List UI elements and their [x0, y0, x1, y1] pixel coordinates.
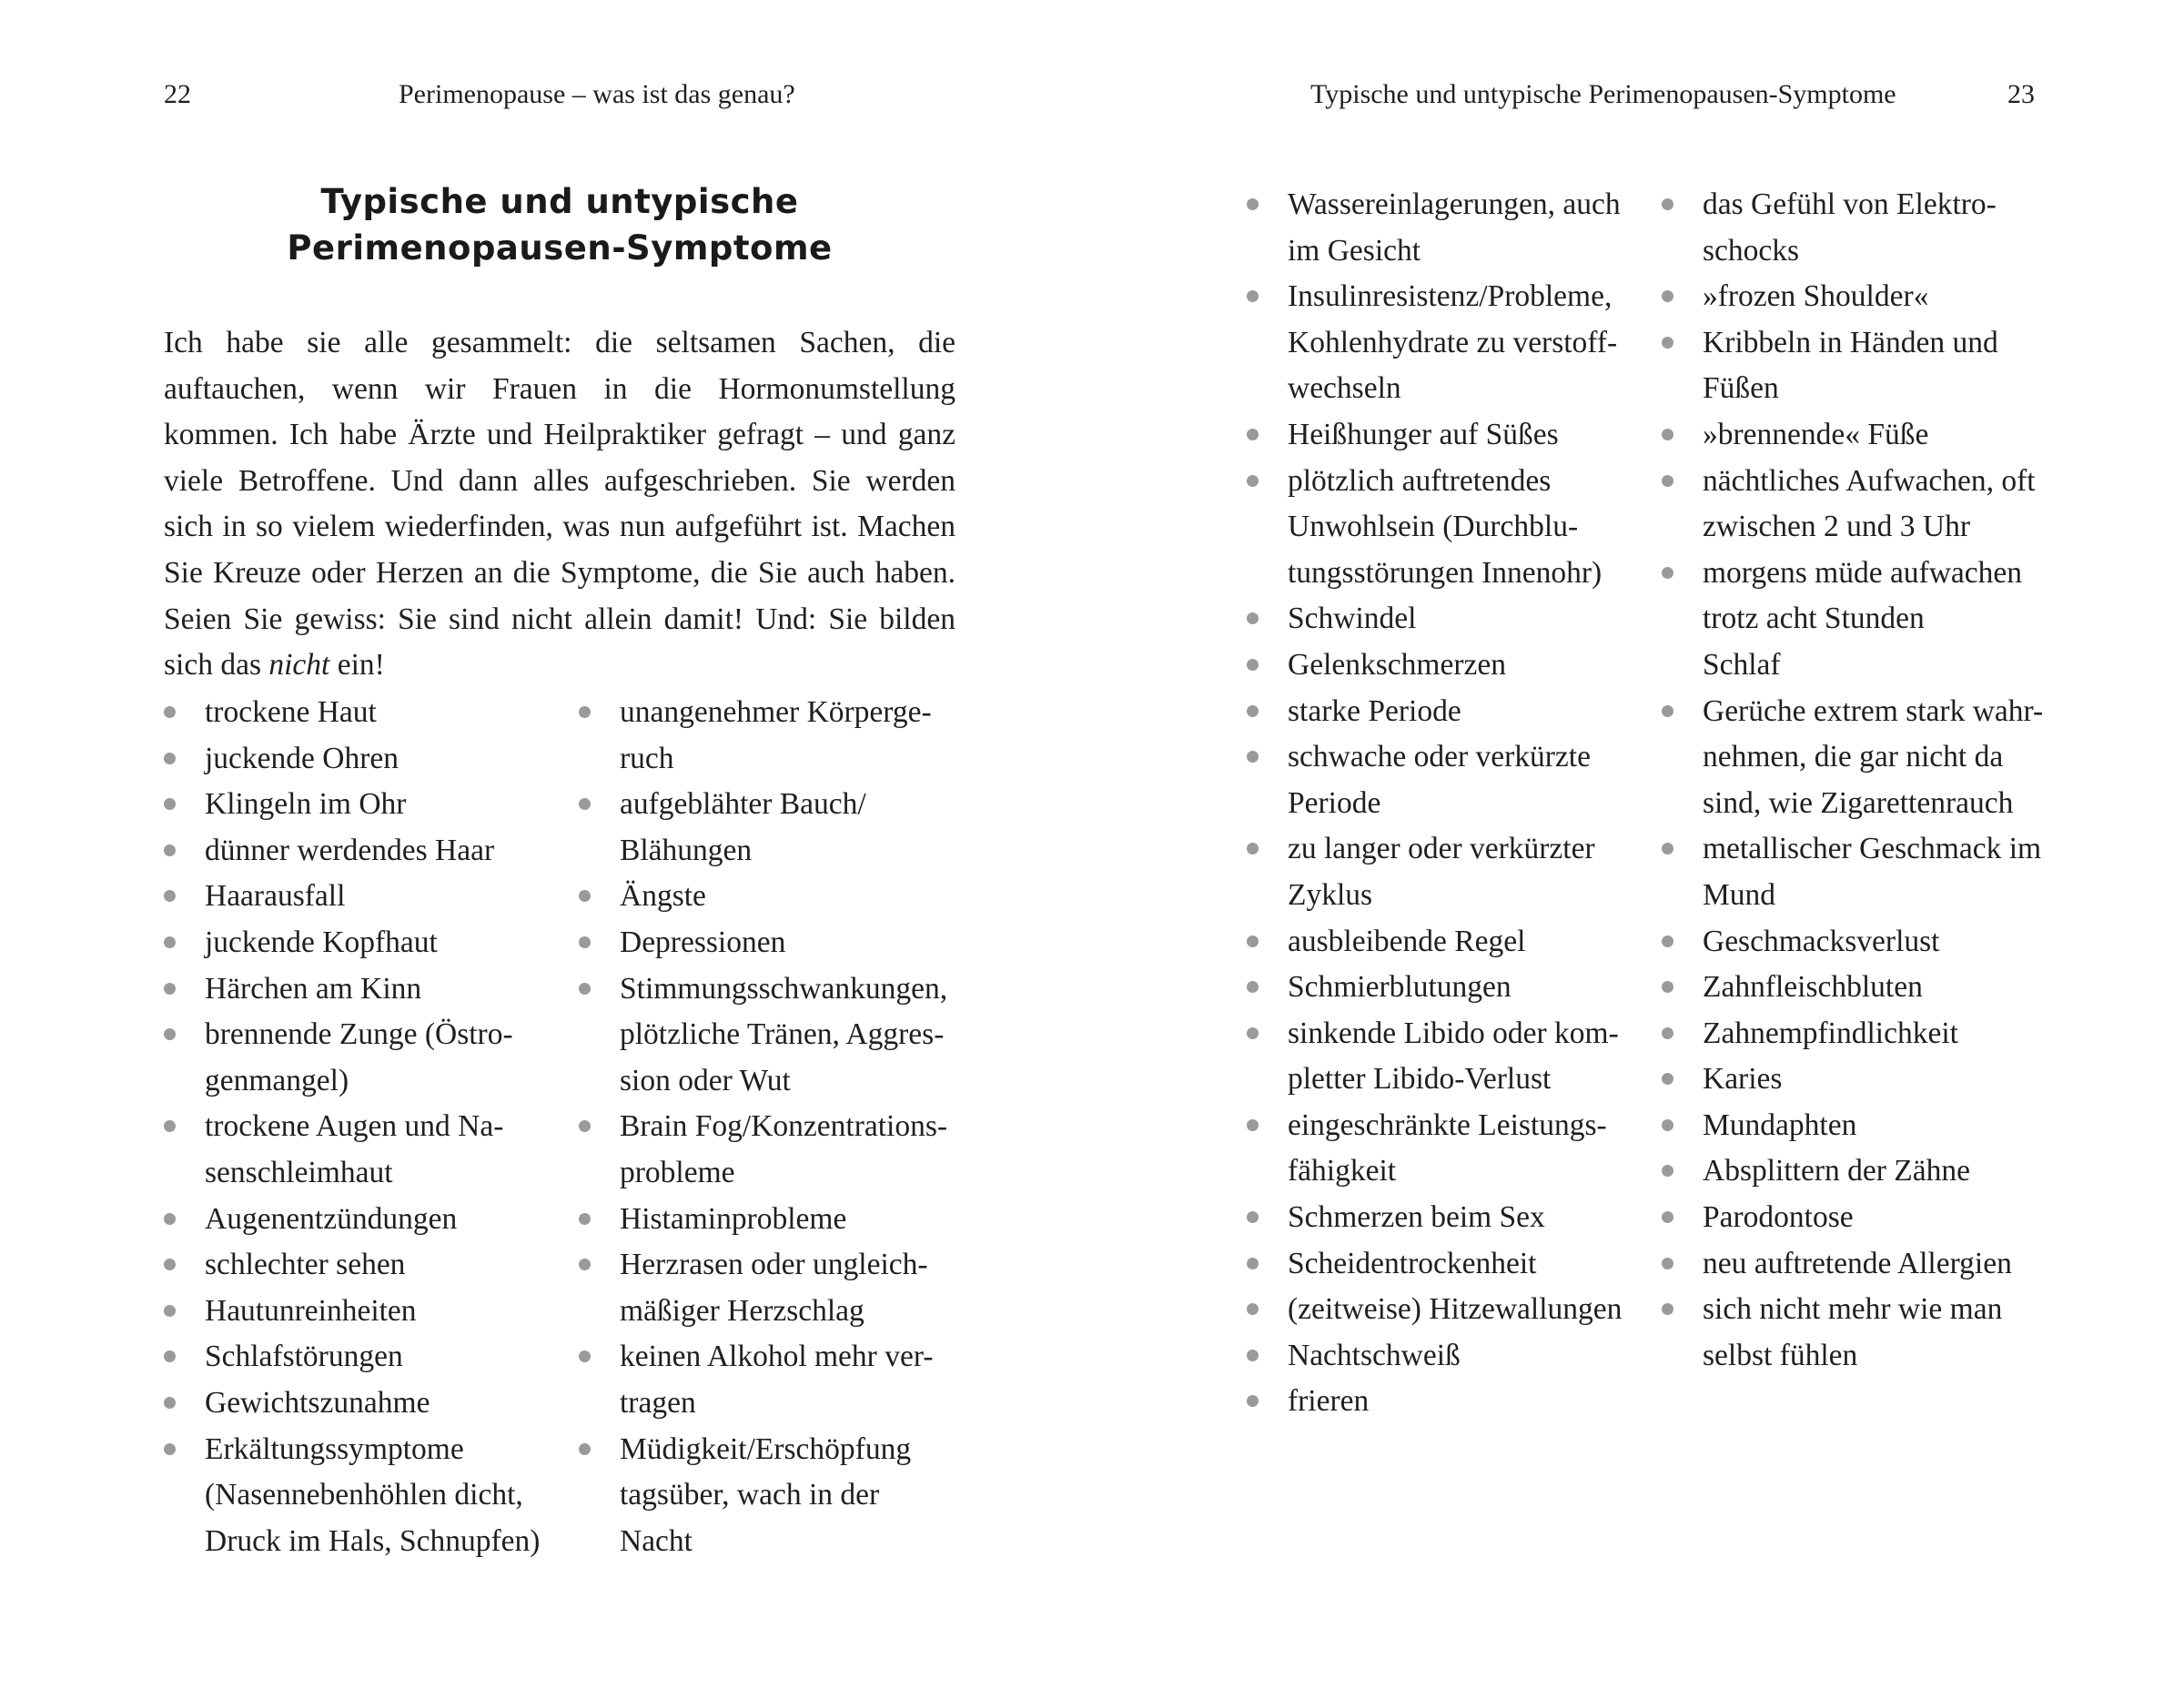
list-item-text: sinkende Libido oder kom- [1288, 1016, 1619, 1050]
bullet-icon [164, 753, 176, 764]
bullet-icon [579, 1120, 591, 1132]
list-item-text: Zyklus [1288, 877, 1373, 912]
list-item-text: Parodontose [1703, 1200, 1854, 1235]
list-item [1662, 1241, 2062, 1288]
list-item-text: Periode [1288, 785, 1381, 820]
list-item [1662, 965, 2062, 1011]
bullet-icon [1662, 1258, 1673, 1269]
list-item-text: metallischer Geschmack im [1703, 832, 2042, 866]
list-item-text: wechseln [1288, 371, 1401, 406]
list-item-text: Absplittern der Zähne [1703, 1154, 1970, 1188]
list-item [579, 920, 979, 966]
bullet-icon [579, 1259, 591, 1270]
list-item [1247, 919, 1638, 966]
list-item-text: Heißhunger auf Süßes [1288, 417, 1559, 451]
page-number-right: 23 [2007, 79, 2035, 109]
bullet-icon [1662, 981, 1673, 993]
list-item [1247, 182, 1638, 274]
list-item [1247, 1241, 1638, 1288]
list-item-text: juckende Kopfhaut [205, 925, 438, 959]
bullet-icon [579, 1350, 591, 1362]
list-item [579, 782, 979, 874]
bullet-icon [1662, 1073, 1673, 1085]
list-item-text: trotz acht Stunden [1703, 602, 1925, 636]
list-item-text: Schwindel [1288, 602, 1417, 636]
list-item-text: neu auftretende Allergien [1703, 1246, 2012, 1280]
list-item [579, 966, 979, 1105]
list-item [1662, 320, 2062, 412]
bullet-icon [1247, 843, 1259, 855]
bullet-icon [164, 1028, 176, 1040]
list-item [164, 1012, 546, 1104]
list-item [1247, 965, 1638, 1011]
list-item-text: Depressionen [620, 925, 786, 959]
list-item [1662, 182, 2062, 274]
list-item [1247, 1195, 1638, 1241]
chapter-title-line-2: Perimenopausen-Symptome [287, 228, 833, 268]
bullet-icon [1662, 337, 1673, 349]
right-page [1092, 0, 2184, 1699]
bullet-icon [1662, 1165, 1673, 1177]
list-item-text: Scheidentrockenheit [1288, 1246, 1537, 1280]
symptom-list-right-col2 [1662, 182, 2062, 1379]
list-item-text: dünner werdendes Haar [205, 833, 495, 867]
bullet-icon [579, 1443, 591, 1455]
bullet-icon [1247, 705, 1259, 717]
bullet-icon [579, 983, 591, 995]
list-item [1662, 412, 2062, 459]
list-item [1662, 1287, 2062, 1379]
list-item-text: Zahnempfindlichkeit [1703, 1016, 1958, 1050]
list-item-text: Geschmacksverlust [1703, 924, 1940, 958]
list-item [164, 828, 546, 875]
bullet-icon [579, 1213, 591, 1225]
list-item [164, 782, 546, 828]
list-item [579, 1242, 979, 1334]
bullet-icon [164, 844, 176, 856]
list-item-text: Schmerzen beim Sex [1288, 1200, 1545, 1235]
list-item-text: Haarausfall [205, 879, 346, 914]
list-item-text: probleme [620, 1155, 735, 1189]
list-item [1247, 412, 1638, 459]
bullet-icon [1662, 198, 1673, 210]
list-item-text: tragen [620, 1385, 696, 1420]
symptom-list-left-col1 [164, 690, 546, 1564]
list-item [164, 1197, 546, 1243]
list-item-text: ruch [620, 741, 674, 775]
list-item-text: sich nicht mehr wie man [1703, 1292, 2003, 1327]
list-item [1247, 459, 1638, 597]
list-item [1247, 1379, 1638, 1425]
list-item-text: zu langer oder verkürzter [1288, 832, 1595, 866]
intro-paragraph [164, 320, 956, 689]
list-item-text: Gewichtszunahme [205, 1385, 430, 1420]
page-number-left: 22 [164, 79, 191, 109]
list-item-text: »frozen Shoulder« [1703, 279, 1929, 314]
bullet-icon [579, 936, 591, 948]
list-item-text: Stimmungsschwankungen, [620, 971, 948, 1006]
list-item-text: sind, wie Zigarettenrauch [1703, 785, 2014, 820]
bullet-icon [164, 706, 176, 718]
list-item-text: zwischen 2 und 3 Uhr [1703, 510, 1970, 544]
bullet-icon [1247, 1027, 1259, 1039]
list-item-text: Nachtschweiß [1288, 1338, 1461, 1372]
list-item-text: starke Periode [1288, 693, 1461, 728]
list-item-text: schocks [1703, 233, 1800, 268]
running-head-left: Perimenopause – was ist das genau? [399, 79, 795, 109]
list-item [1662, 689, 2062, 827]
list-item [579, 690, 979, 782]
list-item-text: Karies [1703, 1062, 1783, 1097]
list-item-text: selbst fühlen [1703, 1338, 1858, 1372]
bullet-icon [164, 1443, 176, 1455]
list-item [164, 736, 546, 783]
list-item-text: Druck im Hals, Schnupfen) [205, 1523, 541, 1558]
list-item-text: schwache oder verkürzte [1288, 740, 1591, 774]
list-item-text: Härchen am Kinn [205, 971, 422, 1006]
list-item [1662, 1195, 2062, 1241]
list-item-text: fähigkeit [1288, 1154, 1397, 1188]
list-item-text: Gelenkschmerzen [1288, 647, 1506, 682]
bullet-icon [1247, 981, 1259, 993]
list-item [1662, 1057, 2062, 1103]
bullet-icon [164, 983, 176, 995]
bullet-icon [1247, 1258, 1259, 1269]
bullet-icon [1662, 1027, 1673, 1039]
list-item [1662, 551, 2062, 689]
bullet-icon [164, 1305, 176, 1317]
list-item-text: tagsüber, wach in der [620, 1478, 880, 1512]
list-item-text: trockene Augen und Na- [205, 1109, 504, 1144]
list-item [1662, 274, 2062, 320]
bullet-icon [1662, 935, 1673, 947]
bullet-icon [1247, 1395, 1259, 1407]
list-item [1662, 1011, 2062, 1057]
list-item-text: aufgeblähter Bauch/ [620, 787, 866, 822]
list-item [1247, 1103, 1638, 1195]
list-item [1247, 689, 1638, 735]
list-item [164, 1380, 546, 1427]
list-item-text: Wassereinlagerungen, auch [1288, 187, 1621, 221]
list-item-text: »brennende« Füße [1703, 417, 1929, 451]
list-item [1247, 826, 1638, 918]
bullet-icon [1662, 429, 1673, 440]
list-item [579, 1197, 979, 1243]
list-item [1247, 596, 1638, 642]
list-item [1662, 1148, 2062, 1195]
list-item-text: Schlaf [1703, 647, 1781, 682]
list-item-text: mäßiger Herzschlag [620, 1293, 864, 1328]
list-item-text: morgens müde aufwachen [1703, 555, 2023, 590]
list-item [579, 1427, 979, 1565]
bullet-icon [1247, 1119, 1259, 1131]
bullet-icon [1247, 659, 1259, 671]
bullet-icon [579, 706, 591, 718]
bullet-icon [1662, 475, 1673, 487]
intro-text-2: ein! [329, 648, 385, 683]
list-item [1662, 919, 2062, 966]
bullet-icon [579, 798, 591, 810]
list-item-text: frieren [1288, 1384, 1370, 1419]
bullet-icon [1247, 475, 1259, 487]
list-item [164, 920, 546, 966]
list-item [1662, 459, 2062, 551]
list-item [164, 874, 546, 920]
list-item-text: genmangel) [205, 1063, 349, 1097]
bullet-icon [1247, 1350, 1259, 1361]
list-item [1247, 1011, 1638, 1103]
bullet-icon [1662, 843, 1673, 855]
bullet-icon [164, 1259, 176, 1270]
list-item-text: plötzlich auftretendes [1288, 463, 1552, 498]
chapter-title-line-1: Typische und untypische [320, 182, 799, 221]
list-item-text: unangenehmer Körperge- [620, 695, 932, 729]
list-item-text: Zahnfleischbluten [1703, 970, 1923, 1005]
bullet-icon [1247, 612, 1259, 624]
bullet-icon [1247, 1303, 1259, 1315]
list-item-text: Herzrasen oder ungleich- [620, 1248, 928, 1282]
chapter-title [218, 178, 901, 271]
list-item-text: (Nasennebenhöhlen dicht, [205, 1478, 523, 1512]
list-item-text: Hautunreinheiten [205, 1293, 417, 1328]
list-item [1247, 274, 1638, 412]
list-item-text: senschleimhaut [205, 1155, 393, 1189]
list-item-text: Füßen [1703, 371, 1779, 406]
bullet-icon [1247, 751, 1259, 763]
list-item-text: pletter Libido-Verlust [1288, 1062, 1552, 1097]
bullet-icon [164, 1397, 176, 1409]
bullet-icon [1662, 290, 1673, 302]
bullet-icon [1247, 429, 1259, 440]
list-item [1247, 1333, 1638, 1380]
list-item-text: im Gesicht [1288, 233, 1421, 268]
list-item-text: nächtliches Aufwachen, oft [1703, 463, 2036, 498]
bullet-icon [1662, 1303, 1673, 1315]
list-item-text: Histaminprobleme [620, 1201, 847, 1236]
list-item-text: Mund [1703, 877, 1776, 912]
list-item-text: Insulinresistenz/Probleme, [1288, 279, 1613, 314]
list-item-text: Kribbeln in Händen und [1703, 325, 1998, 359]
list-item [1247, 642, 1638, 689]
bullet-icon [1662, 1211, 1673, 1223]
symptom-list-left-col2 [579, 690, 979, 1564]
list-item-text: juckende Ohren [205, 741, 399, 775]
list-item-text: eingeschränkte Leistungs- [1288, 1107, 1607, 1142]
list-item-text: nehmen, die gar nicht da [1703, 740, 2004, 774]
list-item-text: trockene Haut [205, 695, 377, 729]
bullet-icon [579, 890, 591, 902]
list-item-text: schlechter sehen [205, 1248, 406, 1282]
bullet-icon [1247, 198, 1259, 210]
list-item [164, 1334, 546, 1380]
list-item [164, 1289, 546, 1335]
list-item-text: Ängste [620, 879, 706, 914]
list-item [579, 1334, 979, 1426]
list-item-text: Müdigkeit/Erschöpfung [620, 1431, 912, 1466]
list-item-text: Schmierblutungen [1288, 970, 1512, 1005]
list-item-text: Schlafstörungen [205, 1340, 403, 1374]
bullet-icon [1247, 1211, 1259, 1223]
bullet-icon [1662, 567, 1673, 579]
list-item [1247, 734, 1638, 826]
bullet-icon [164, 936, 176, 948]
list-item [164, 966, 546, 1013]
list-item-text: Nacht [620, 1523, 693, 1558]
bullet-icon [1662, 1119, 1673, 1131]
list-item-text: Mundaphten [1703, 1107, 1857, 1142]
list-item-text: Klingeln im Ohr [205, 787, 407, 822]
list-item [579, 874, 979, 920]
bullet-icon [1247, 935, 1259, 947]
list-item [164, 690, 546, 736]
list-item [579, 1104, 979, 1196]
list-item-text: Blähungen [620, 833, 753, 867]
bullet-icon [164, 798, 176, 810]
list-item [1662, 1103, 2062, 1149]
list-item [164, 1242, 546, 1289]
list-item-text: ausbleibende Regel [1288, 924, 1526, 958]
list-item [1662, 826, 2062, 918]
list-item [164, 1427, 546, 1565]
list-item-text: Gerüche extrem stark wahr- [1703, 693, 2044, 728]
list-item-text: keinen Alkohol mehr ver- [620, 1340, 934, 1374]
list-item-text: Unwohlsein (Durchblu- [1288, 510, 1579, 544]
list-item-text: plötzliche Tränen, Aggres- [620, 1017, 945, 1052]
list-item-text: Augenentzündungen [205, 1201, 458, 1236]
list-item-text: Kohlenhydrate zu verstoff- [1288, 325, 1618, 359]
intro-emphasis: nicht [268, 648, 330, 683]
bullet-icon [164, 890, 176, 902]
bullet-icon [1247, 290, 1259, 302]
list-item-text: tungsstörungen Innenohr) [1288, 555, 1603, 590]
list-item-text: Brain Fog/Konzentrations- [620, 1109, 948, 1144]
list-item-text: sion oder Wut [620, 1063, 791, 1097]
bullet-icon [164, 1350, 176, 1362]
symptom-list-right-col1 [1247, 182, 1638, 1425]
bullet-icon [164, 1213, 176, 1225]
list-item-text: (zeitweise) Hitzewallungen [1288, 1292, 1623, 1327]
bullet-icon [1662, 705, 1673, 717]
bullet-icon [164, 1120, 176, 1132]
intro-text-1: Ich habe sie alle gesammelt: die seltsamen Sachen, die auftauchen, wenn wir Frauen in die Hormonumstellung kommen. Ich habe Ärzte und Heilpraktiker gefragt – und ganz viele Betroffene. Und dann alles aufgeschrieben. Sie werden sich in so vielem wiederfinden, was nun aufgeführt ist. Machen Sie Kreuze oder Herzen an die Symptome, die Sie auch haben. Seien Sie gewiss: Sie sind nicht allein damit! Und: Sie bilden sich das [164, 326, 956, 683]
list-item [164, 1104, 546, 1196]
list-item-text: das Gefühl von Elektro- [1703, 187, 1997, 221]
list-item-text: brennende Zunge (Östro- [205, 1017, 513, 1052]
list-item [1247, 1287, 1638, 1333]
list-item-text: Erkältungssymptome [205, 1431, 464, 1466]
running-head-right: Typische und untypische Perimenopausen-Symptome [1310, 79, 1896, 109]
